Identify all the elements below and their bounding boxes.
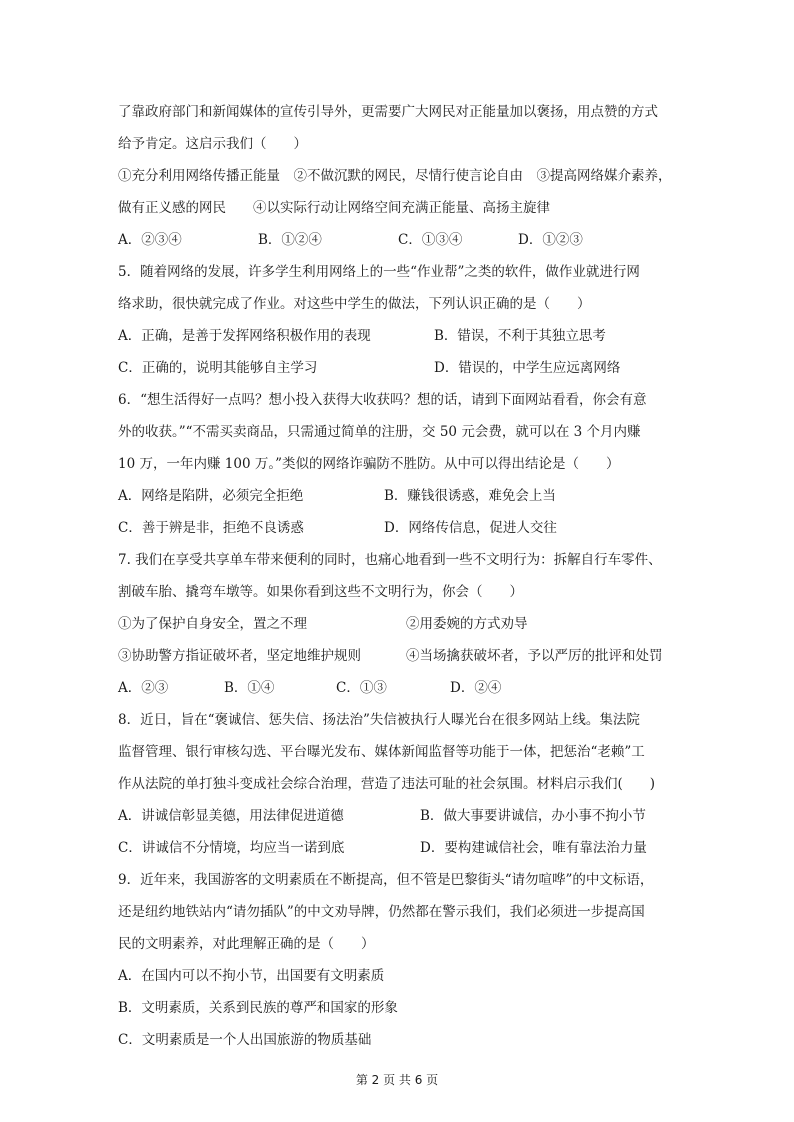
q5-option-a: A．正确，是善于发挥网络积极作用的表现 xyxy=(118,328,371,344)
q6-option-a: A．网络是陷阱，必须完全拒绝 xyxy=(118,488,304,504)
q6-option-c: C．善于辨是非，拒绝不良诱惑 xyxy=(118,520,304,536)
q8-stem-line: 作从法院的单打独斗变成社会综合治理，营造了违法可耻的社会氛围。材料启示我们( ) xyxy=(118,776,656,792)
q7-stem-line: 7. 我们在享受共享单车带来便利的同时，也痛心地看到一些不文明行为：拆解自行车零件、 xyxy=(118,552,662,568)
q5-stem-line: 5．随着网络的发展，许多学生利用网络上的一些“作业帮”之类的软件，做作业就进行网 xyxy=(118,264,640,280)
q4-option-c: C．①③④ xyxy=(398,232,463,248)
q4-stem-line: 给予肯定。这启示我们（ ） xyxy=(118,136,307,152)
q9-stem-line: 还是纽约地铁站内“请勿插队”的中文劝导牌，仍然都在警示我们，我们必须进一步提高国 xyxy=(118,904,645,920)
q8-option-a: A．讲诚信彰显美德，用法律促进道德 xyxy=(118,808,344,824)
q6-stem-line: 10 万，一年内赚 100 万。”类似的网络诈骗防不胜防。从中可以得出结论是（ ） xyxy=(118,456,620,472)
q4-option-b: B．①②④ xyxy=(258,232,322,248)
q7-statement-2: ②用委婉的方式劝导 xyxy=(406,616,528,632)
q6-stem-line: 6．“想生活得好一点吗？想小投入获得大收获吗？想的话，请到下面网站看看，你会有意 xyxy=(118,392,647,408)
q5-option-c: C．正确的，说明其能够自主学习 xyxy=(118,360,318,376)
q9-option-a: A．在国内可以不拘小节，出国要有文明素质 xyxy=(118,968,385,984)
q6-option-b: B．赚钱很诱惑，难免会上当 xyxy=(384,488,556,504)
q5-stem-line: 络求助，很快就完成了作业。对这些中学生的做法，下列认识正确的是（ ） xyxy=(118,296,591,312)
q7-option-b: B．①④ xyxy=(224,680,275,696)
q4-statements-line: 做有正义感的网民 ④以实际行动让网络空间充满正能量、高扬主旋律 xyxy=(118,200,550,216)
q8-stem-line: 监督管理、银行审核勾选、平台曝光发布、媒体新闻监督等功能于一体，把惩治“老赖”工 xyxy=(118,744,645,760)
q8-stem-line: 8．近日，旨在“褒诚信、惩失信、扬法治”失信被执行人曝光台在很多网站上线。集法院 xyxy=(118,712,640,728)
q7-statement-4: ④当场擒获破坏者，予以严厉的批评和处罚 xyxy=(406,648,663,664)
q8-option-d: D．要构建诚信社会，唯有靠法治力量 xyxy=(420,840,647,856)
q5-option-b: B．错误，不利于其独立思考 xyxy=(434,328,606,344)
q6-option-d: D．网络传信息，促进人交往 xyxy=(384,520,557,536)
q4-option-d: D．①②③ xyxy=(518,232,583,248)
q8-option-b: B．做大事要讲诚信，办小事不拘小节 xyxy=(420,808,646,824)
q9-option-b: B．文明素质，关系到民族的尊严和国家的形象 xyxy=(118,1000,398,1016)
q9-stem-line: 民的文明素养，对此理解正确的是（ ） xyxy=(118,936,375,952)
q7-statement-3: ③协助警方指证破坏者，坚定地维护规则 xyxy=(118,648,361,664)
q8-option-c: C．讲诚信不分情境，均应当一诺到底 xyxy=(118,840,345,856)
q9-option-c: C．文明素质是一个人出国旅游的物质基础 xyxy=(118,1032,372,1048)
q7-option-d: D．②④ xyxy=(450,680,502,696)
page-footer: 第 2 页 共 6 页 xyxy=(355,1073,439,1087)
q5-option-d: D．错误的，中学生应远离网络 xyxy=(434,360,621,376)
q7-stem-line: 割破车胎、撬弯车墩等。如果你看到这些不文明行为，你会（ ） xyxy=(118,584,523,600)
q4-option-a: A．②③④ xyxy=(118,232,182,248)
q7-statement-1: ①为了保护自身安全，置之不理 xyxy=(118,616,307,632)
q9-stem-line: 9．近年来，我国游客的文明素质在不断提高，但不管是巴黎街头“请勿喧哗”的中文标语， xyxy=(118,872,654,888)
q4-stem-line: 了靠政府部门和新闻媒体的宣传引导外，更需要广大网民对正能量加以褒扬，用点赞的方式 xyxy=(118,104,658,120)
q4-statements-line: ①充分利用网络传播正能量 ②不做沉默的网民，尽情行使言论自由 ③提高网络媒介素养， xyxy=(118,168,672,184)
q7-option-a: A．②③ xyxy=(118,680,169,696)
q7-option-c: C．①③ xyxy=(336,680,387,696)
q6-stem-line: 外的收获。”“不需买卖商品，只需通过简单的注册，交 50 元会费，就可以在 3 个月内赚 xyxy=(118,424,641,440)
